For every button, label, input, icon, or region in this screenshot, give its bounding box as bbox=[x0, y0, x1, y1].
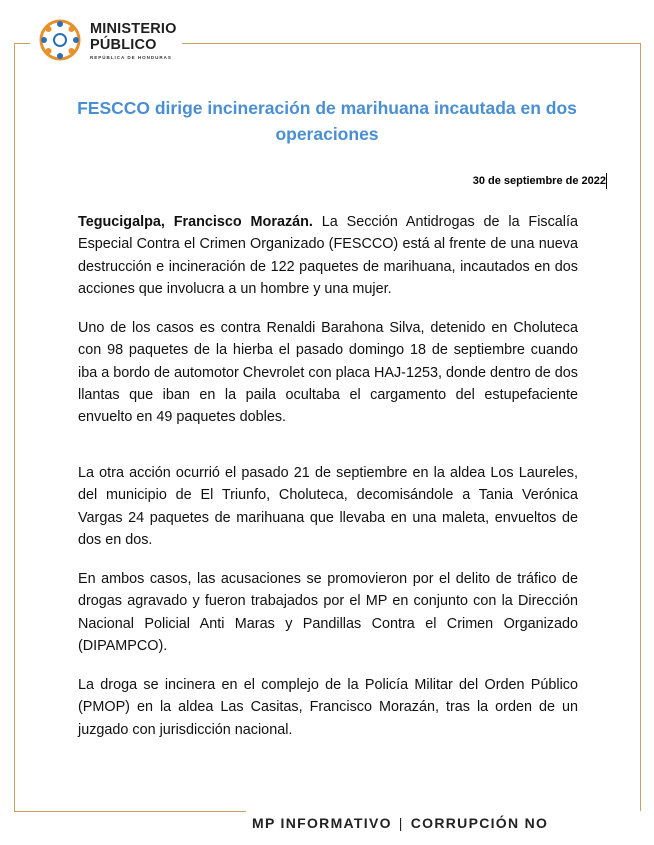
text-cursor bbox=[606, 173, 607, 189]
paragraph-5: La droga se incinera en el complejo de la Policía Militar del Orden Público (PMOP) en la aldea Las Casitas, Francisco Morazán, tras la orden de un juzgado con jurisdicción nacional. bbox=[78, 677, 578, 738]
logo bbox=[38, 18, 188, 68]
logo-text-ministerio: MINISTERIO bbox=[90, 21, 177, 37]
paragraph-3: La otra acción ocurrió el pasado 21 de septiembre en la aldea Los Laureles, del municipio de El Triunfo, Choluteca, decomisándole a Tania Verónica Vargas 24 paquetes de marihuana que llevaba en una maleta, envueltos de dos en dos. bbox=[78, 465, 578, 548]
article-title: FESCCO dirige incineración de marihuana incautada en dos operaciones bbox=[77, 98, 577, 144]
footer-banner bbox=[252, 815, 548, 831]
footer-left-text: MP INFORMATIVO bbox=[252, 815, 392, 831]
footer-right-text: CORRUPCIÓN NO bbox=[410, 815, 549, 831]
paragraph-4: En ambos casos, las acusaciones se promovieron por el delito de tráfico de drogas agravado y fueron trabajados por el MP en conjunto con la Dirección Nacional Policial Anti Maras y Pandillas Contra el Crimen Organizado (DIPAMPCO). bbox=[78, 571, 578, 654]
article-date: 30 de septiembre de 2022 bbox=[472, 175, 606, 187]
logo-text-republica: REPÚBLICA DE HONDURAS bbox=[90, 55, 172, 60]
frame-top-border-right bbox=[182, 43, 640, 44]
paragraph-1-text: La Sección Antidrogas de la Fiscalía Especial Contra el Crimen Organizado (FESCCO) está al frente de una nueva destrucción e incineración de 122 paquetes de marihuana, incautados en dos acciones que involucra a un hombre y una mujer. bbox=[78, 214, 578, 297]
frame-bottom-border bbox=[14, 811, 246, 812]
frame-top-border-left bbox=[14, 43, 30, 44]
paragraph-1 bbox=[78, 211, 578, 300]
frame-left-border bbox=[14, 43, 15, 811]
paragraph-2: Uno de los casos es contra Renaldi Barahona Silva, detenido en Choluteca con 98 paquetes de la hierba el pasado domingo 18 de septiembre cuando iba a bordo de automotor Chevrolet con placa HAJ-1253, donde dentro de dos llantas que iban en la paila ocultaba el cargamento del estupefaciente envuelto en 49 paquetes dobles. bbox=[78, 320, 579, 426]
frame-right-border bbox=[640, 43, 641, 811]
ministerio-publico-emblem-icon bbox=[38, 18, 82, 62]
dateline: Tegucigalpa, Francisco Morazán. bbox=[78, 214, 313, 230]
footer-separator: | bbox=[398, 815, 404, 831]
logo-text-publico: PÚBLICO bbox=[90, 37, 157, 53]
